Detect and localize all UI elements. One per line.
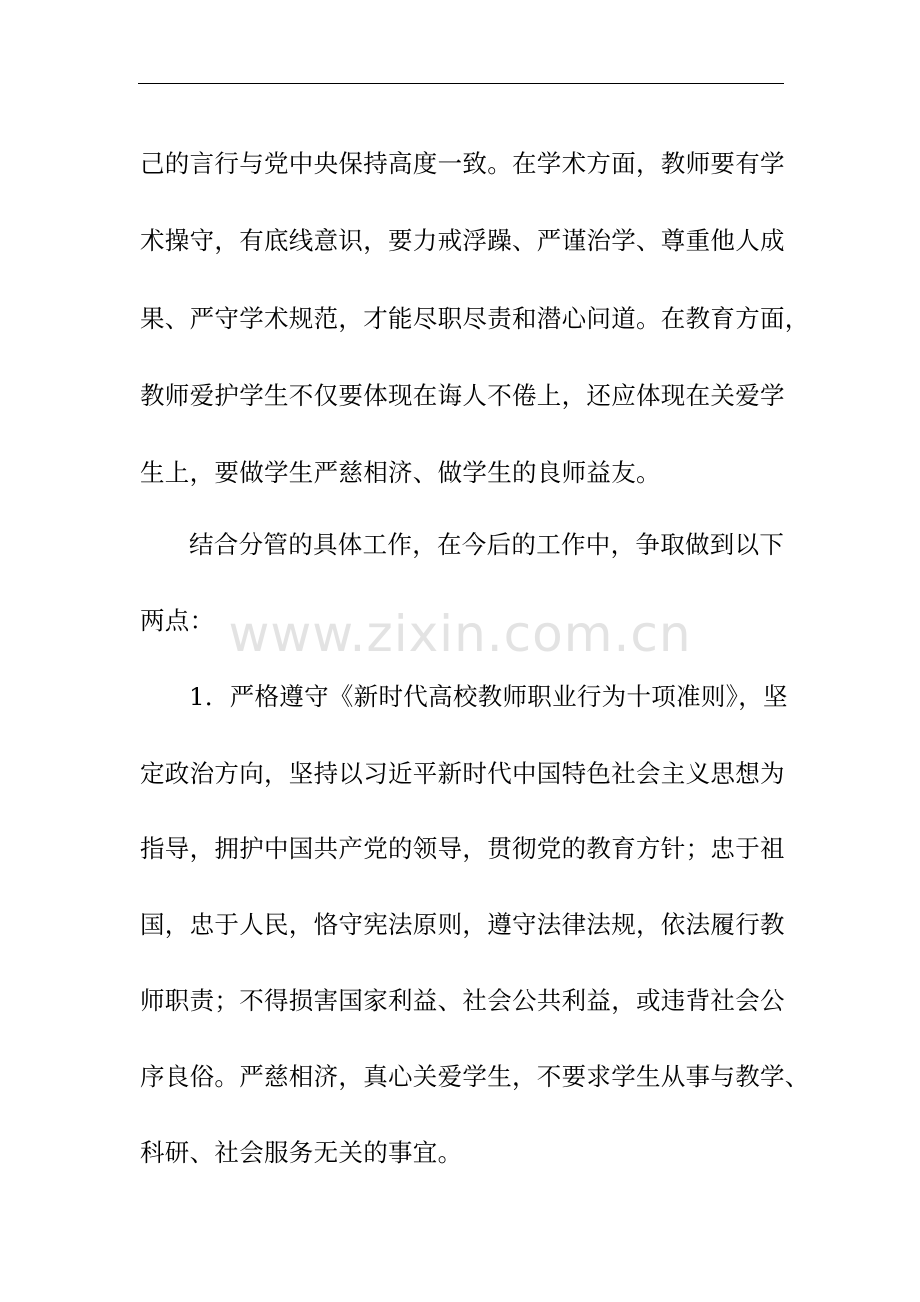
paragraph-1-line-3: 果、严守学术规范，才能尽职尽责和潜心问道。在教育方面， bbox=[140, 304, 810, 333]
paragraph-3-line-3: 指导，拥护中国共产党的领导，贯彻党的教育方针；忠于祖 bbox=[140, 834, 785, 863]
paragraph-3-line-4: 国，忠于人民，恪守宪法原则，遵守法律法规，依法履行教 bbox=[140, 910, 785, 939]
paragraph-3-line-6: 序良俗。严慈相济，真心关爱学生，不要求学生从事与教学、 bbox=[140, 1062, 810, 1091]
watermark: www.zixin.com.cn bbox=[228, 605, 692, 663]
paragraph-3-line-7: 科研、社会服务无关的事宜。 bbox=[140, 1138, 463, 1167]
paragraph-3-line-1: 1．严格遵守《新时代高校教师职业行为十项准则》，坚 bbox=[189, 682, 788, 711]
paragraph-3-line-2: 定政治方向，坚持以习近平新时代中国特色社会主义思想为 bbox=[140, 759, 785, 788]
paragraph-2-line-2: 两点： bbox=[140, 606, 215, 635]
paragraph-1-line-4: 教师爱护学生不仅要体现在诲人不倦上，还应体现在关爱学 bbox=[140, 381, 785, 410]
paragraph-3-line-5: 师职责；不得损害国家利益、社会公共利益，或违背社会公 bbox=[140, 986, 785, 1015]
header-rule bbox=[138, 83, 784, 84]
paragraph-1-line-2: 术操守，有底线意识，要力戒浮躁、严谨治学、尊重他人成 bbox=[140, 226, 785, 255]
paragraph-1-line-1: 己的言行与党中央保持高度一致。在学术方面，教师要有学 bbox=[140, 149, 785, 178]
paragraph-2-line-1: 结合分管的具体工作，在今后的工作中，争取做到以下 bbox=[189, 530, 785, 559]
paragraph-1-line-5: 生上，要做学生严慈相济、做学生的良师益友。 bbox=[140, 458, 661, 487]
